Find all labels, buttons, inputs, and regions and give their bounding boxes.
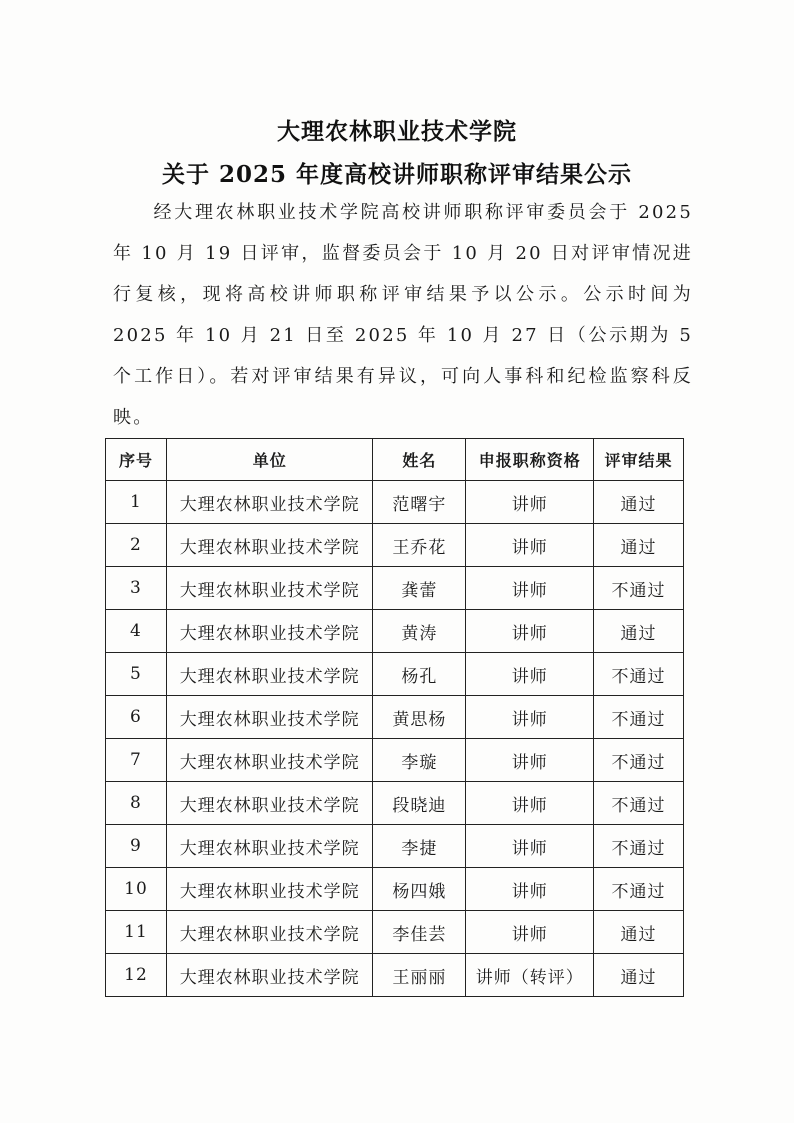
cell-number: 6 — [106, 696, 167, 739]
cell-result: 通过 — [594, 954, 684, 997]
cell-name: 李佳芸 — [373, 911, 466, 954]
table-row — [106, 481, 684, 524]
cell-number: 11 — [106, 911, 167, 954]
cell-number: 12 — [106, 954, 167, 997]
cell-result: 通过 — [594, 481, 684, 524]
cell-result: 不通过 — [594, 868, 684, 911]
cell-name: 黄涛 — [373, 610, 466, 653]
cell-result: 不通过 — [594, 825, 684, 868]
cell-result: 通过 — [594, 610, 684, 653]
cell-result: 不通过 — [594, 782, 684, 825]
table-header-row — [106, 439, 684, 481]
cell-unit: 大理农林职业技术学院 — [166, 782, 373, 825]
table-row — [106, 524, 684, 567]
cell-name: 杨孔 — [373, 653, 466, 696]
cell-result: 不通过 — [594, 739, 684, 782]
table-row — [106, 868, 684, 911]
table-row — [106, 825, 684, 868]
cell-number: 4 — [106, 610, 167, 653]
cell-unit: 大理农林职业技术学院 — [166, 868, 373, 911]
cell-unit: 大理农林职业技术学院 — [166, 481, 373, 524]
cell-name: 黄思杨 — [373, 696, 466, 739]
cell-qualification: 讲师 — [466, 567, 594, 610]
table-row — [106, 739, 684, 782]
cell-qualification: 讲师 — [466, 868, 594, 911]
table-row — [106, 954, 684, 997]
cell-number: 1 — [106, 481, 167, 524]
cell-unit: 大理农林职业技术学院 — [166, 696, 373, 739]
table-row — [106, 567, 684, 610]
document-title-subject: 关于 2025 年度高校讲师职称评审结果公示 — [161, 161, 633, 188]
cell-result: 不通过 — [594, 567, 684, 610]
table-row — [106, 911, 684, 954]
cell-name: 李捷 — [373, 825, 466, 868]
announcement-paragraph — [113, 192, 693, 438]
cell-name: 王丽丽 — [373, 954, 466, 997]
cell-qualification: 讲师 — [466, 696, 594, 739]
cell-qualification: 讲师 — [466, 653, 594, 696]
cell-number: 5 — [106, 653, 167, 696]
cell-name: 王乔花 — [373, 524, 466, 567]
cell-qualification: 讲师 — [466, 825, 594, 868]
table-body — [106, 481, 684, 997]
header-unit: 单位 — [166, 439, 373, 481]
cell-number: 10 — [106, 868, 167, 911]
cell-name: 龚蕾 — [373, 567, 466, 610]
header-qualification: 申报职称资格 — [466, 439, 594, 481]
cell-qualification: 讲师 — [466, 782, 594, 825]
cell-unit: 大理农林职业技术学院 — [166, 610, 373, 653]
announcement-text: 经大理农林职业技术学院高校讲师职称评审委员会于 2025 年 10 月 19 日评审，监督委员会于 10 月 20 日对评审情况进行复核，现将高校讲师职称评审结果予以公示。公示时间为 2025 年 10 月 21 日至 2025 年 10 月 27 日（公示期为 5 个工作日）。若对评审结果有异议，可向人事科和纪检监察科反映。 — [113, 202, 693, 428]
cell-name: 李璇 — [373, 739, 466, 782]
cell-number: 2 — [106, 524, 167, 567]
cell-number: 8 — [106, 782, 167, 825]
cell-qualification: 讲师（转评） — [466, 954, 594, 997]
cell-result: 通过 — [594, 524, 684, 567]
cell-result: 不通过 — [594, 696, 684, 739]
table-row — [106, 782, 684, 825]
cell-name: 范曙宇 — [373, 481, 466, 524]
cell-qualification: 讲师 — [466, 524, 594, 567]
cell-result: 通过 — [594, 911, 684, 954]
cell-qualification: 讲师 — [466, 610, 594, 653]
table-row — [106, 653, 684, 696]
cell-number: 3 — [106, 567, 167, 610]
cell-unit: 大理农林职业技术学院 — [166, 911, 373, 954]
cell-name: 段晓迪 — [373, 782, 466, 825]
header-name: 姓名 — [373, 439, 466, 481]
cell-unit: 大理农林职业技术学院 — [166, 567, 373, 610]
cell-qualification: 讲师 — [466, 481, 594, 524]
cell-number: 7 — [106, 739, 167, 782]
header-number: 序号 — [106, 439, 167, 481]
cell-name: 杨四娥 — [373, 868, 466, 911]
cell-unit: 大理农林职业技术学院 — [166, 739, 373, 782]
cell-number: 9 — [106, 825, 167, 868]
table-row — [106, 610, 684, 653]
header-result: 评审结果 — [594, 439, 684, 481]
cell-unit: 大理农林职业技术学院 — [166, 653, 373, 696]
document-title-institution: 大理农林职业技术学院 — [277, 118, 517, 145]
cell-qualification: 讲师 — [466, 911, 594, 954]
cell-result: 不通过 — [594, 653, 684, 696]
cell-unit: 大理农林职业技术学院 — [166, 524, 373, 567]
cell-qualification: 讲师 — [466, 739, 594, 782]
table-row — [106, 696, 684, 739]
cell-unit: 大理农林职业技术学院 — [166, 954, 373, 997]
results-table — [105, 438, 684, 997]
cell-unit: 大理农林职业技术学院 — [166, 825, 373, 868]
